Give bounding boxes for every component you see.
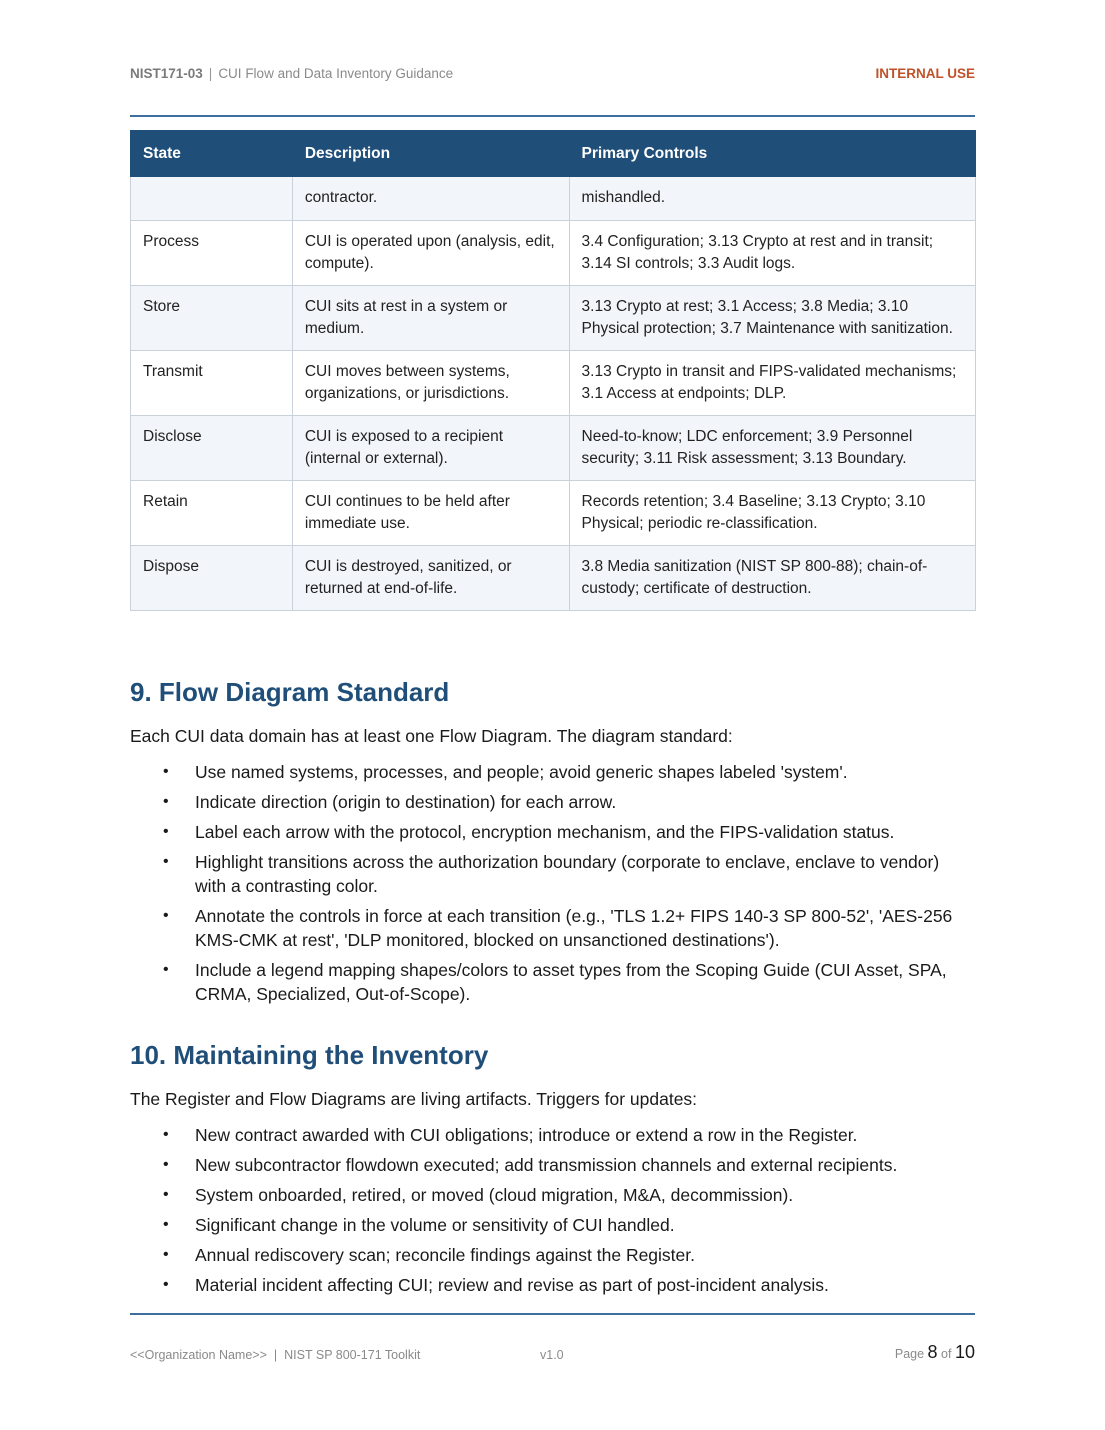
table-row [131, 416, 976, 481]
list-item: • Indicate direction (origin to destination) for each arrow. [130, 790, 975, 814]
cell-controls: 3.13 Crypto in transit and FIPS-validated mechanisms; 3.1 Access at endpoints; DLP. [569, 351, 975, 416]
document-title: CUI Flow and Data Inventory Guidance [218, 66, 454, 81]
list-item: • Significant change in the volume or sensitivity of CUI handled. [130, 1213, 975, 1237]
version-label: v1.0 [540, 1348, 564, 1362]
list-item: • Material incident affecting CUI; review and revise as part of post-incident analysis. [130, 1273, 975, 1297]
list-item: • New contract awarded with CUI obligations; introduce or extend a row in the Register. [130, 1123, 975, 1147]
section-intro: Each CUI data domain has at least one Flow Diagram. The diagram standard: [130, 726, 733, 746]
list-item: • New subcontractor flowdown executed; add transmission channels and external recipients. [130, 1153, 975, 1177]
list-item: • Label each arrow with the protocol, encryption mechanism, and the FIPS-validation status. [130, 820, 975, 844]
column-header-description: Description [292, 131, 569, 177]
flow-diagram-standard-list [130, 760, 975, 1012]
list-item: • Include a legend mapping shapes/colors to asset types from the Scoping Guide (CUI Asset, SPA, CRMA, Specialized, Out-of-Scope). [130, 958, 975, 1006]
cell-controls: mishandled. [569, 177, 975, 221]
cell-description: CUI moves between systems, organizations, or jurisdictions. [292, 351, 569, 416]
classification-label: INTERNAL USE [875, 66, 975, 81]
cell-description: contractor. [292, 177, 569, 221]
footer-rule [130, 1313, 975, 1315]
cell-state: Dispose [131, 546, 293, 611]
cell-state: Disclose [131, 416, 293, 481]
cell-controls: Need-to-know; LDC enforcement; 3.9 Personnel security; 3.11 Risk assessment; 3.13 Boundary. [569, 416, 975, 481]
page-header [130, 66, 975, 81]
cell-state: Store [131, 286, 293, 351]
cell-description: CUI continues to be held after immediate use. [292, 481, 569, 546]
page-total: 10 [954, 1342, 975, 1362]
table-row [131, 221, 976, 286]
page-indicator [895, 1342, 975, 1363]
table-header-row [131, 131, 976, 177]
cell-controls: 3.8 Media sanitization (NIST SP 800-88); chain-of-custody; certificate of destruction. [569, 546, 975, 611]
cell-controls: 3.13 Crypto at rest; 3.1 Access; 3.8 Media; 3.10 Physical protection; 3.7 Maintenance with sanitization. [569, 286, 975, 351]
cell-description: CUI sits at rest in a system or medium. [292, 286, 569, 351]
inventory-update-triggers-list [130, 1123, 975, 1303]
cell-description: CUI is operated upon (analysis, edit, compute). [292, 221, 569, 286]
cell-state: Process [131, 221, 293, 286]
page-footer [130, 1342, 975, 1362]
cell-controls: Records retention; 3.4 Baseline; 3.13 Crypto; 3.10 Physical; periodic re-classification. [569, 481, 975, 546]
cell-state: Retain [131, 481, 293, 546]
header-rule [130, 115, 975, 117]
table-row [131, 546, 976, 611]
column-header-primary-controls: Primary Controls [569, 131, 975, 177]
section-heading-flow-diagram-standard: 9. Flow Diagram Standard [130, 677, 450, 707]
list-item: • Highlight transitions across the authorization boundary (corporate to enclave, enclave to vendor) with a contrasting color. [130, 850, 975, 898]
cui-states-table [130, 130, 976, 611]
page-label: Page [894, 1347, 925, 1361]
footer-separator: | [273, 1348, 278, 1362]
table-row [131, 481, 976, 546]
table-row [131, 351, 976, 416]
cell-state [131, 177, 293, 221]
document-id: NIST171-03 [130, 66, 203, 81]
column-header-state: State [131, 131, 293, 177]
section-heading-maintaining-inventory: 10. Maintaining the Inventory [130, 1040, 489, 1070]
list-item: • Annual rediscovery scan; reconcile findings against the Register. [130, 1243, 975, 1267]
cell-state: Transmit [131, 351, 293, 416]
page-number: 8 [927, 1342, 938, 1362]
toolkit-name: NIST SP 800-171 Toolkit [284, 1348, 421, 1362]
cell-controls: 3.4 Configuration; 3.13 Crypto at rest and in transit; 3.14 SI controls; 3.3 Audit logs. [569, 221, 975, 286]
list-item: • Annotate the controls in force at each transition (e.g., 'TLS 1.2+ FIPS 140-3 SP 800-52', 'AES-256 KMS-CMK at rest', 'DLP monitored, blocked on unsanctioned destinations'). [130, 904, 975, 952]
cell-description: CUI is exposed to a recipient (internal or external). [292, 416, 569, 481]
table-row [131, 177, 976, 221]
section-intro: The Register and Flow Diagrams are living artifacts. Triggers for updates: [130, 1089, 698, 1109]
list-item: • Use named systems, processes, and people; avoid generic shapes labeled 'system'. [130, 760, 975, 784]
organization-name: <<Organization Name>> [130, 1348, 267, 1362]
header-separator: | [208, 66, 213, 81]
cell-description: CUI is destroyed, sanitized, or returned at end-of-life. [292, 546, 569, 611]
list-item: • System onboarded, retired, or moved (cloud migration, M&A, decommission). [130, 1183, 975, 1207]
of-label: of [941, 1347, 952, 1361]
table-row [131, 286, 976, 351]
